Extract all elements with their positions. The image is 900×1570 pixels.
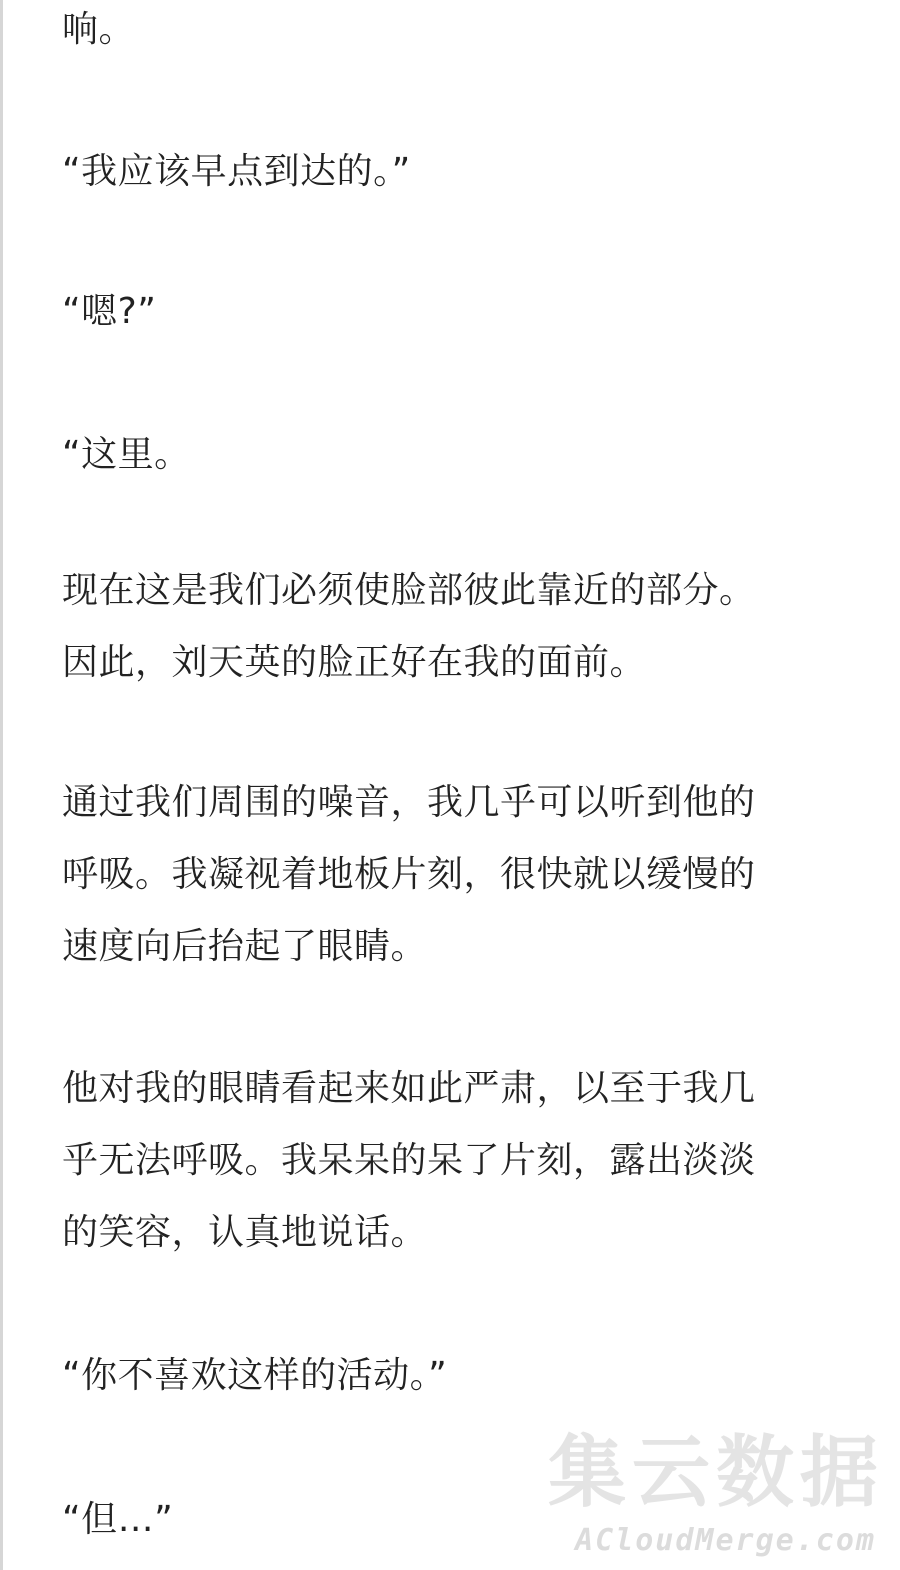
watermark-english-text: ACloudMerge.com bbox=[575, 1523, 876, 1558]
watermark-chinese-text: 集云数据 bbox=[547, 1428, 884, 1518]
paragraph-5 bbox=[62, 555, 756, 699]
text-line: “我应该早点到达的。” bbox=[62, 151, 411, 192]
paragraph-4 bbox=[62, 419, 191, 491]
paragraph-6 bbox=[62, 767, 756, 983]
paragraph-3 bbox=[62, 276, 156, 348]
text-line: 现在这是我们必须使脸部彼此靠近的部分。 bbox=[62, 570, 756, 611]
text-line: 因此，刘天英的脸正好在我的面前。 bbox=[62, 642, 647, 683]
text-line: “嗯?” bbox=[62, 291, 157, 332]
text-line: “你不喜欢这样的活动。” bbox=[62, 1355, 448, 1396]
text-line: “这里。 bbox=[62, 434, 191, 475]
paragraph-7 bbox=[62, 1053, 756, 1269]
paragraph-8 bbox=[62, 1340, 447, 1412]
text-line: 的笑容，认真地说话。 bbox=[62, 1212, 428, 1253]
page-left-border bbox=[0, 0, 3, 1570]
paragraph-1 bbox=[62, 0, 135, 66]
text-line: 乎无法呼吸。我呆呆的呆了片刻，露出淡淡 bbox=[62, 1140, 756, 1181]
text-line: 他对我的眼睛看起来如此严肃，以至于我几 bbox=[62, 1068, 756, 1109]
text-line: 速度向后抬起了眼睛。 bbox=[62, 926, 428, 967]
text-line: 通过我们周围的噪音，我几乎可以听到他的 bbox=[62, 782, 756, 823]
paragraph-2 bbox=[62, 136, 411, 208]
text-line: “但…” bbox=[62, 1499, 174, 1540]
text-line: 响。 bbox=[62, 9, 136, 50]
watermark bbox=[504, 1410, 884, 1560]
text-line: 呼吸。我凝视着地板片刻，很快就以缓慢的 bbox=[62, 854, 756, 895]
paragraph-9 bbox=[62, 1484, 173, 1556]
